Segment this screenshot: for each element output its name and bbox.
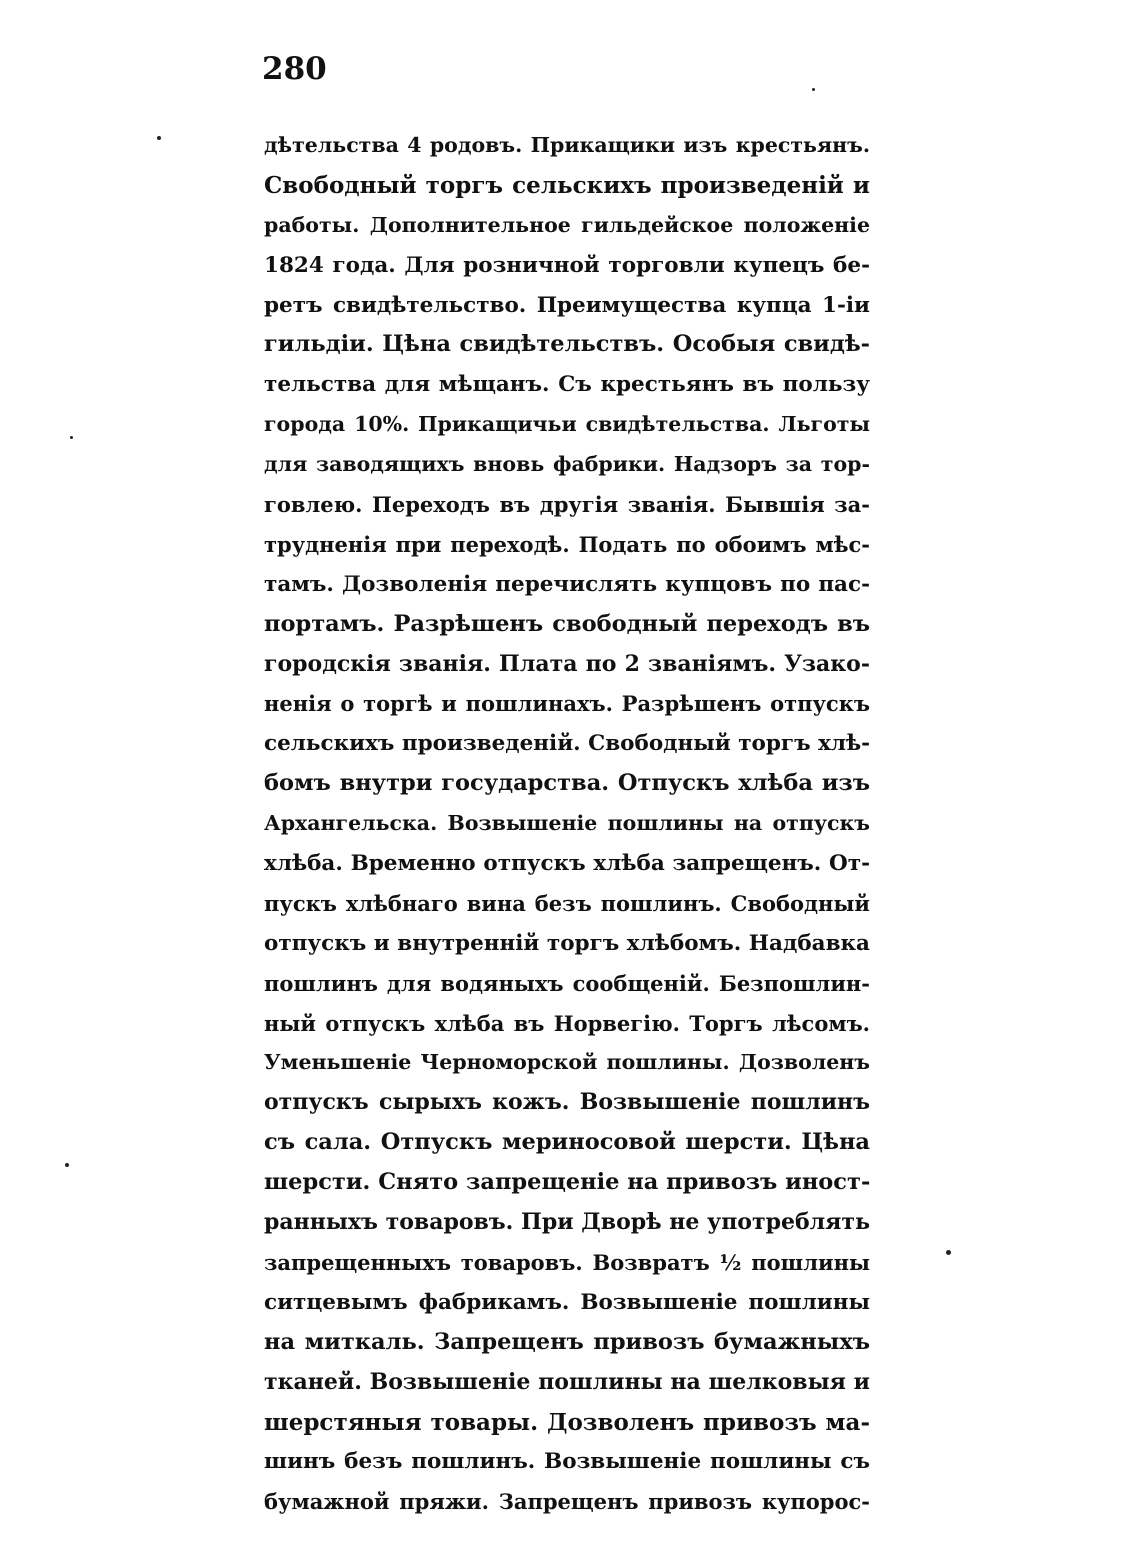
- text-line: бумажной пряжи. Запрещенъ привозъ купорос-: [264, 1489, 870, 1515]
- text-line: ненiя о торгѣ и пошлинахъ. Разрѣшенъ отпускъ: [264, 691, 870, 717]
- page-number: 280: [262, 51, 327, 87]
- text-line: ситцевымъ фабрикамъ. Возвышенie пошлины: [264, 1289, 870, 1315]
- scan-speck: [157, 136, 161, 140]
- text-line: шинъ безъ пошлинъ. Возвышенie пошлины съ: [264, 1449, 870, 1475]
- text-line: ретъ свидѣтельство. Преимущества купца 1-iи: [264, 292, 870, 318]
- text-line: тамъ. Дозволенiя перечислять купцовъ по пас-: [264, 571, 870, 597]
- text-line: шерсти. Снято запрещенie на привозъ иност-: [264, 1169, 871, 1196]
- text-line: Архангельска. Возвышенie пошлины на отпускъ: [264, 811, 870, 836]
- text-line: гильдiи. Цѣна свидѣтельствъ. Особыя свидѣ-: [264, 331, 870, 358]
- text-line: города 10%. Прикащичьи свидѣтельства. Льготы: [264, 412, 870, 437]
- text-line: пускъ хлѣбнаго вина безъ пошлинъ. Свободный: [264, 890, 870, 916]
- text-line: сельскихъ произведенiй. Свободный торгъ хлѣ-: [264, 731, 871, 757]
- text-line: работы. Дополнительное гильдейское положенie: [264, 212, 870, 237]
- text-line: дѣтельства 4 родовъ. Прикащики изъ крестьянъ.: [264, 133, 870, 157]
- text-line: трудненiя при переходѣ. Подать по обоимъ мѣс-: [264, 531, 870, 557]
- text-line: для заводящихъ вновь фабрики. Надзоръ за тор-: [264, 452, 870, 477]
- text-line: говлею. Переходъ въ другiя званiя. Бывшiя за-: [264, 492, 870, 518]
- scan-speck: [65, 1163, 69, 1167]
- text-line: 1824 года. Для розничной торговли купецъ бе-: [264, 252, 870, 278]
- text-line: городскiя званiя. Плата по 2 званiямъ. Узако-: [264, 650, 870, 677]
- scan-speck: [946, 1250, 951, 1255]
- scan-speck: [70, 436, 73, 439]
- scan-speck: [812, 88, 815, 91]
- text-line: пошлинъ для водяныхъ сообщенiй. Безпошлин-: [264, 970, 870, 996]
- text-line: ранныхъ товаровъ. При Дворѣ не употреблять: [264, 1209, 870, 1236]
- text-line: съ сала. Отпускъ мериносовой шерсти. Цѣна: [264, 1129, 870, 1156]
- text-line: тельства для мѣщанъ. Съ крестьянъ въ пользу: [264, 372, 870, 398]
- text-line: на миткаль. Запрещенъ привозъ бумажныхъ: [264, 1328, 870, 1355]
- text-line: портамъ. Разрѣшенъ свободный переходъ въ: [264, 610, 870, 637]
- text-line: ный отпускъ хлѣба въ Норвегiю. Торгъ лѣсомъ.: [264, 1010, 870, 1036]
- text-line: шерстяныя товары. Дозволенъ привозъ ма-: [264, 1408, 870, 1436]
- text-line: тканей. Возвышенie пошлины на шелковыя и: [264, 1368, 870, 1395]
- text-line: Уменьшенie Черноморской пошлины. Дозволенъ: [264, 1050, 870, 1075]
- text-line: бомъ внутри государства. Отпускъ хлѣба изъ: [264, 770, 870, 797]
- text-line: Свободный торгъ сельскихъ произведенiй и: [264, 171, 870, 199]
- text-line: отпускъ и внутреннiй торгъ хлѣбомъ. Надбавка: [264, 930, 870, 956]
- text-line: запрещенныхъ товаровъ. Возвратъ ½ пошлины: [264, 1249, 870, 1275]
- text-line: хлѣба. Временно отпускъ хлѣба запрещенъ. От-: [264, 851, 870, 877]
- body-text: [264, 126, 870, 1522]
- text-line: отпускъ сырыхъ кожъ. Возвышенie пошлинъ: [264, 1089, 870, 1116]
